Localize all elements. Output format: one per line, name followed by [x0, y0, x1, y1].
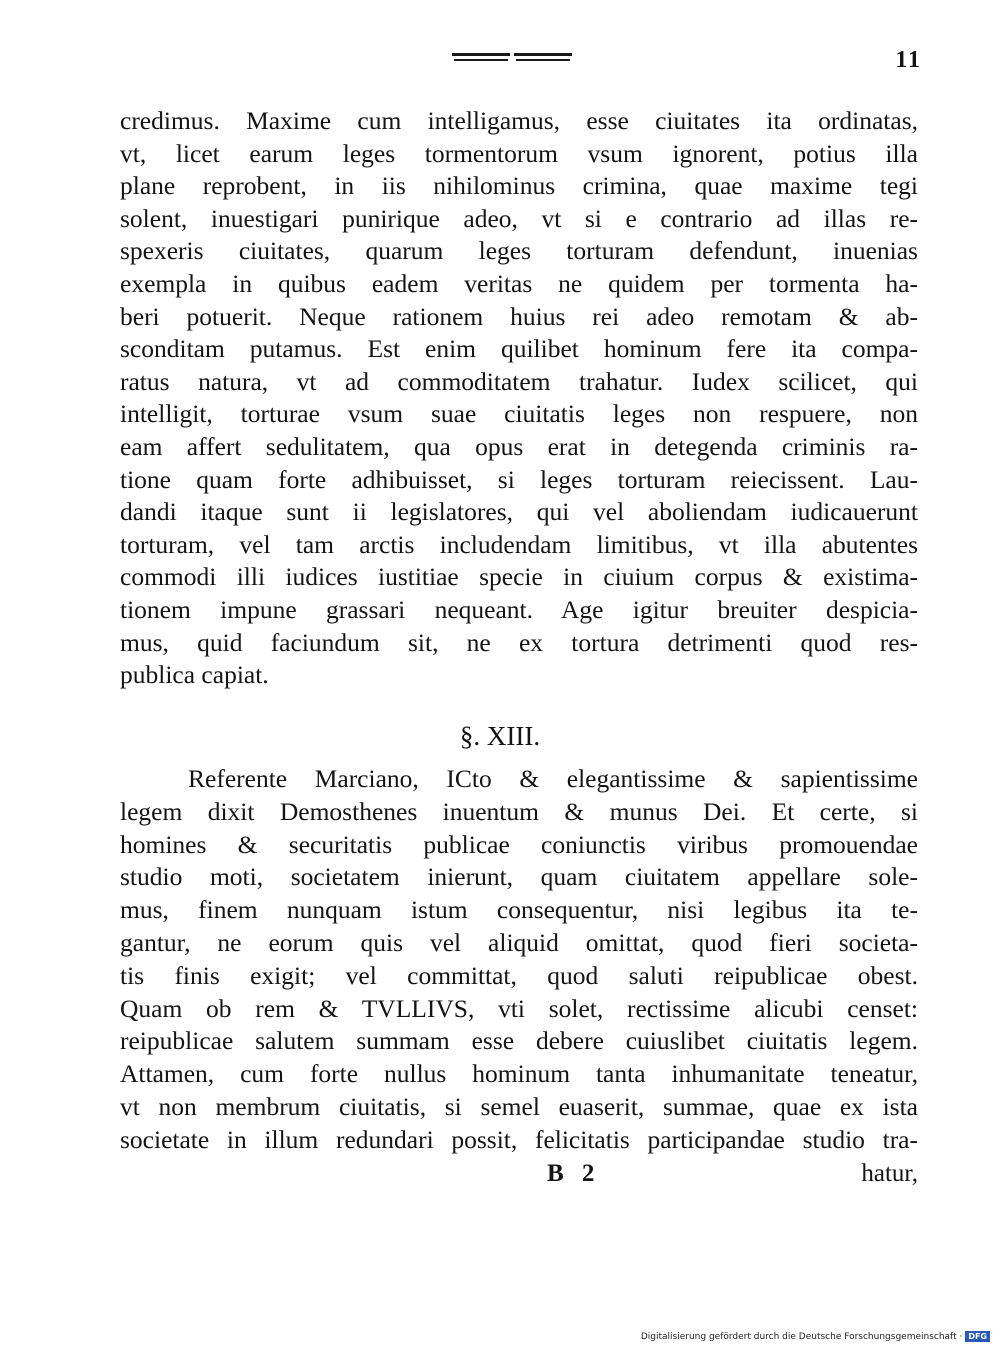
text-line: vt non membrum ciuitatis, si semel euaserit, summae, quae ex ista: [120, 1092, 918, 1121]
text-line: exempla in quibus eadem veritas ne quidem per tormenta ha-: [120, 269, 918, 298]
dfg-logo: DFG: [965, 1331, 990, 1342]
text-line: ratus natura, vt ad commoditatem trahatur. Iudex scilicet, qui: [120, 366, 918, 396]
text-line: dandi itaque sunt ii legislatores, qui vel aboliendam iudicauerunt: [120, 497, 918, 527]
text-line: tis finis exigit; vel committat, quod saluti reipublicae obest.: [120, 960, 918, 990]
text-line: intelligit, torturae vsum suae ciuitatis leges non respuere, non: [120, 399, 918, 429]
text-line: spexeris ciuitates, quarum leges torturam defendunt, inuenias: [120, 236, 918, 266]
text-line: reipublicae salutem summam esse debere cuiuslibet ciuitatis legem.: [120, 1026, 918, 1056]
text-line: societate in illum redundari possit, felicitatis participandae studio tra-: [120, 1124, 918, 1154]
text-line: legem dixit Demosthenes inuentum & munus Dei. Et certe, si: [120, 796, 918, 826]
text-line: torturam, vel tam arctis includendam limitibus, vt illa abutentes: [120, 529, 918, 559]
section-heading: §. XIII.: [459, 721, 541, 751]
text-line: tionem impune grassari nequeant. Age igitur breuiter despicia-: [120, 595, 918, 624]
text-line: tione quam forte adhibuisset, si leges torturam reiecissent. Lau-: [120, 464, 918, 494]
text-line: credimus. Maxime cum intelligamus, esse ciuitates ita ordinatas,: [120, 106, 918, 135]
page-number: 11: [895, 47, 922, 73]
credit-text: Digitalisierung gefördert durch die Deutsche Forschungsgemeinschaft ·: [640, 1331, 963, 1342]
text-line: Referente Marciano, ICto & elegantissime & sapientissime: [188, 764, 918, 793]
text-line: studio moti, societatem inierunt, quam ciuitatem appellare sole-: [120, 862, 918, 892]
text-line: plane reprobent, in iis nihilominus crimina, quae maxime tegi: [120, 171, 918, 201]
text-line: sconditam putamus. Est enim quilibet hominum fere ita compa-: [120, 334, 918, 364]
text-line: homines & securitatis publicae coniunctis viribus promouendae: [120, 829, 918, 859]
text-line: publica capiat.: [120, 660, 269, 690]
text-line: vt, licet earum leges tormentorum vsum ignorent, potius illa: [120, 138, 918, 168]
text-line: mus, finem nunquam istum consequentur, nisi legibus ita te-: [120, 895, 918, 925]
text-line: solent, inuestigari punirique adeo, vt si e contrario ad illas re-: [120, 203, 918, 233]
text-line: Quam ob rem & TVLLIVS, vti solet, rectissime alicubi censet:: [120, 993, 918, 1023]
digitization-credit: [641, 1331, 990, 1342]
text-line: gantur, ne eorum quis vel aliquid omittat, quod fieri societa-: [120, 928, 918, 957]
signature-mark: B 2: [547, 1160, 601, 1187]
text-line: eam affert sedulitatem, qua opus erat in detegenda criminis ra-: [120, 432, 918, 461]
header-ornament: [452, 53, 572, 65]
text-line: mus, quid faciundum sit, ne ex tortura detrimenti quod res-: [120, 627, 918, 657]
catchword: hatur,: [861, 1160, 918, 1187]
text-line: Attamen, cum forte nullus hominum tanta inhumanitate teneatur,: [120, 1059, 918, 1089]
text-line: commodi illi iudices iustitiae specie in ciuium corpus & existima-: [120, 562, 918, 592]
text-line: beri potuerit. Neque rationem huius rei adeo remotam & ab-: [120, 301, 918, 331]
